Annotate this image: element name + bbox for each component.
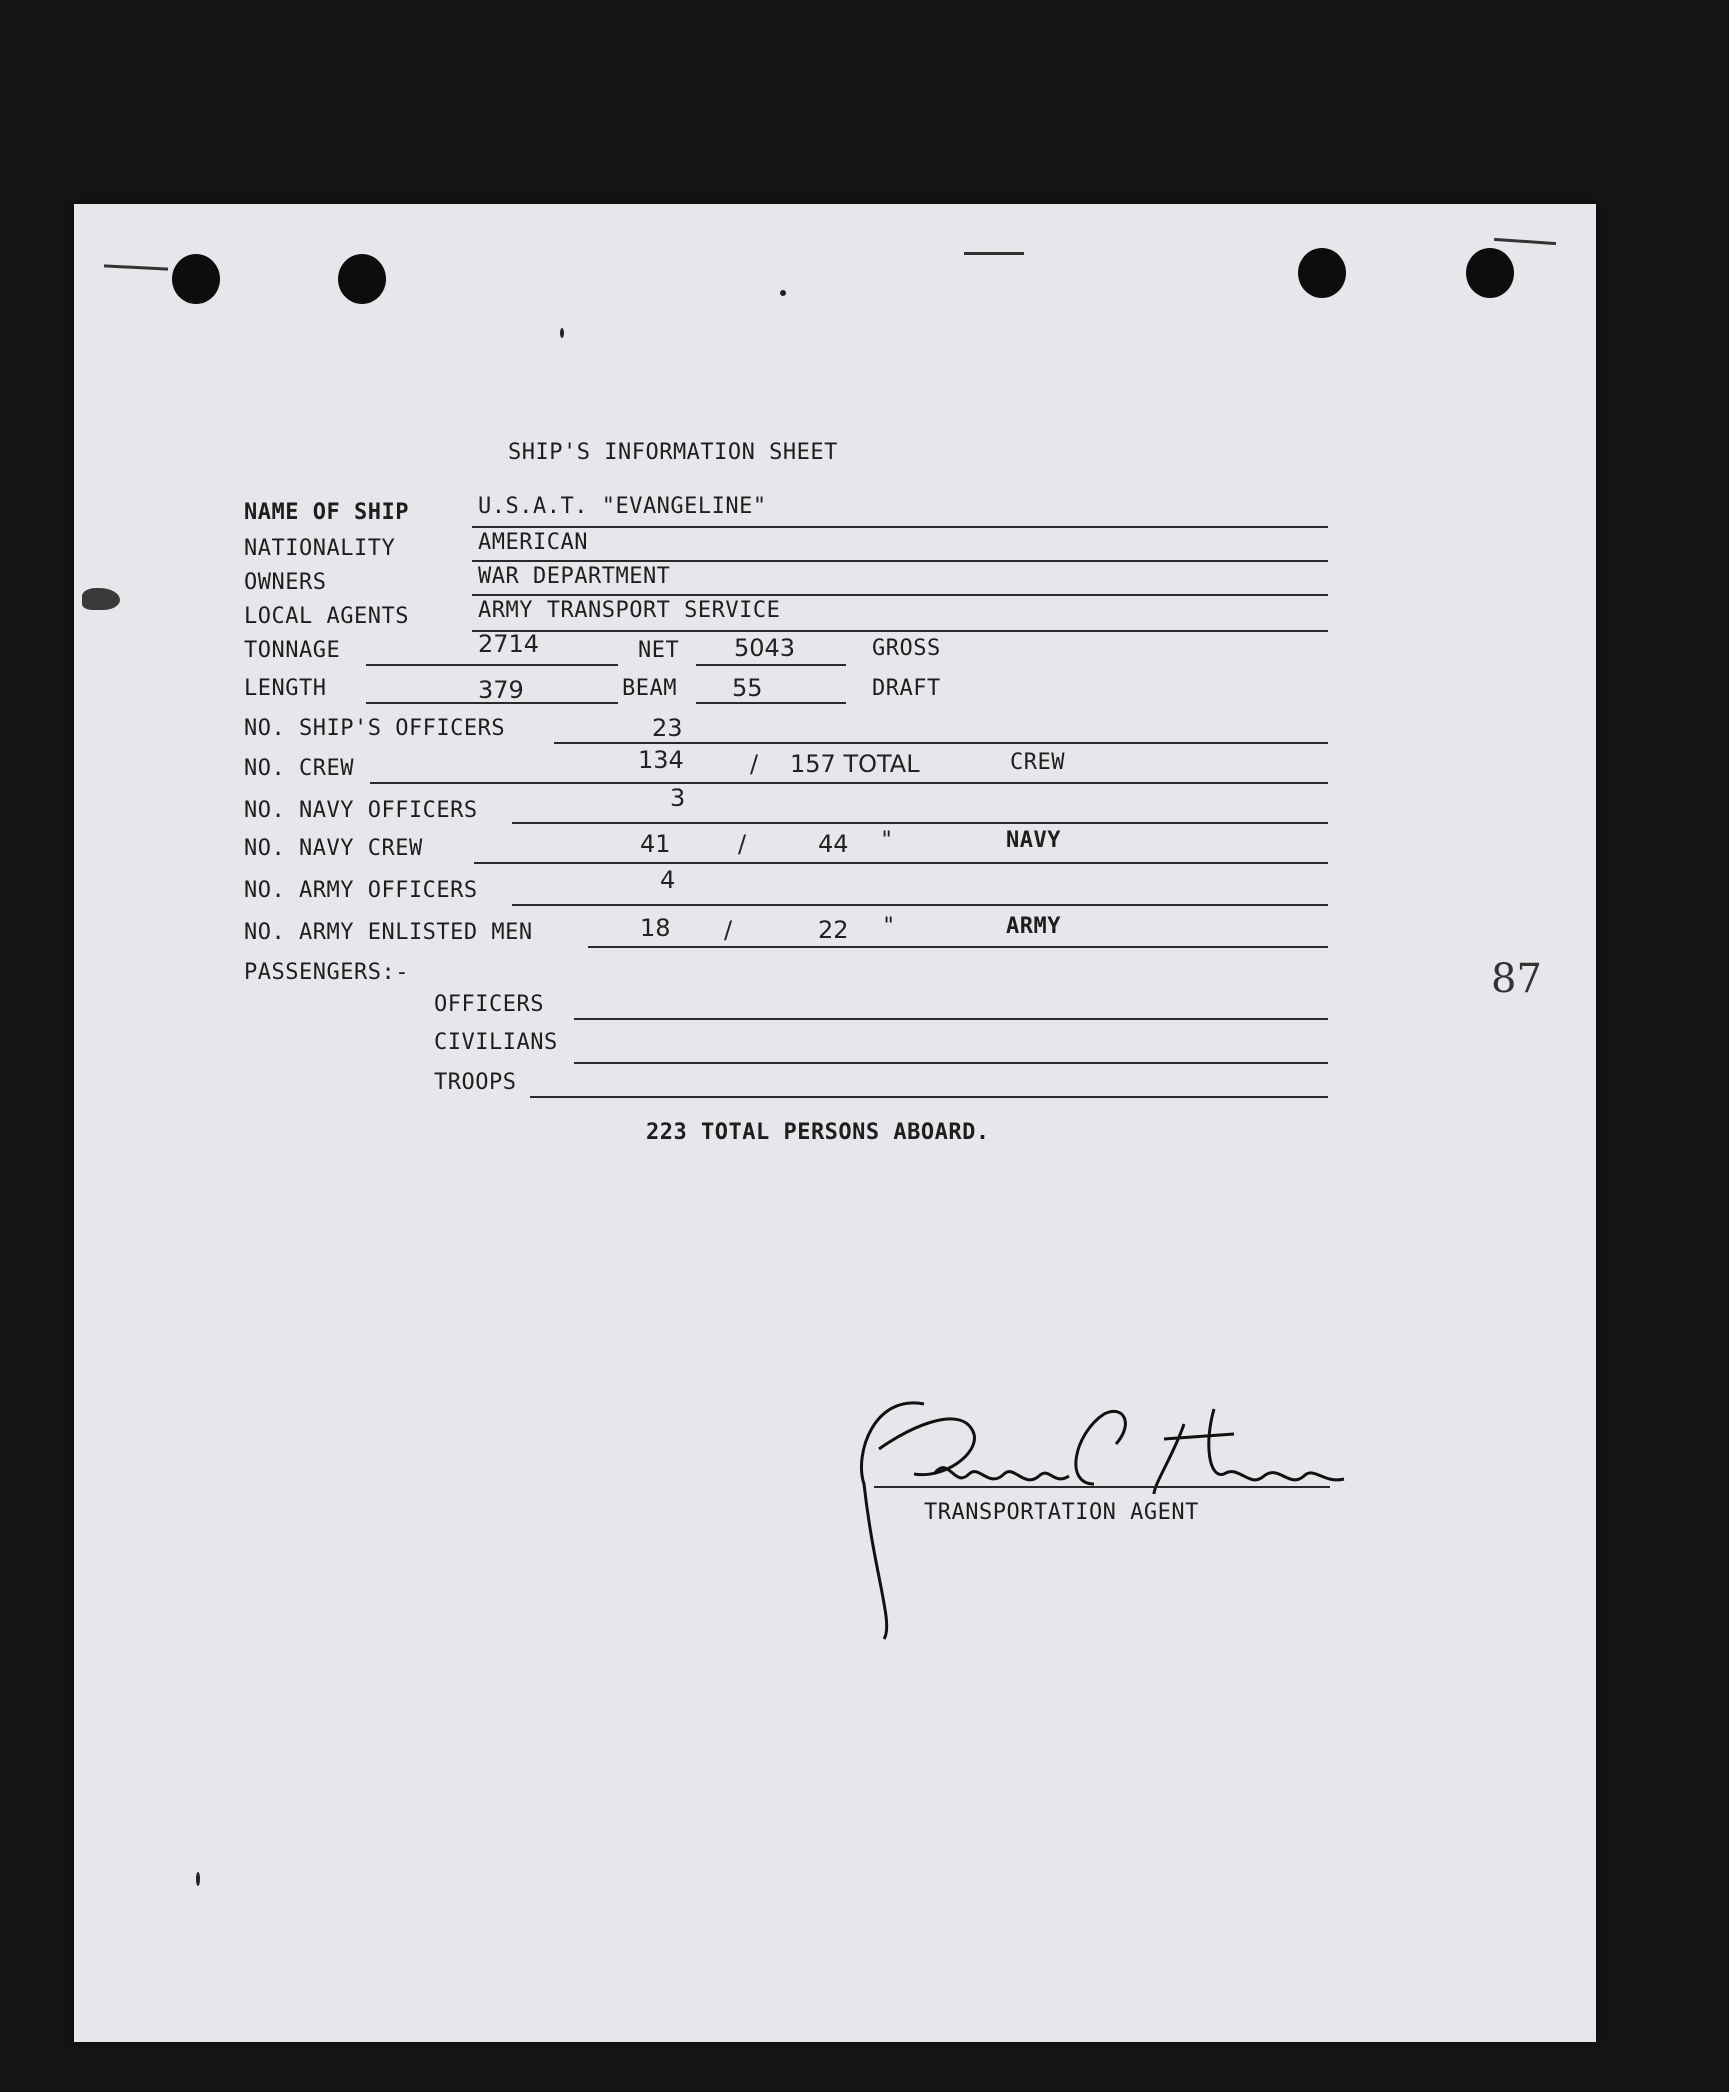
label-nationality: NATIONALITY — [244, 536, 396, 561]
document-title: SHIP'S INFORMATION SHEET — [508, 440, 838, 465]
value-tonnage-gross: 5043 — [734, 634, 796, 662]
navy-total-label: NAVY — [1006, 828, 1061, 853]
punch-hole — [172, 254, 220, 304]
army-total-label: ARMY — [1006, 914, 1061, 939]
signature-line — [874, 1486, 1330, 1488]
value-length: 379 — [478, 676, 524, 704]
value-name-of-ship: U.S.A.T. "EVANGELINE" — [478, 494, 767, 519]
punch-hole — [1298, 248, 1346, 298]
navy-slash: / — [738, 830, 747, 858]
punch-hole — [338, 254, 386, 304]
underline — [554, 742, 1328, 744]
value-army-enlisted: 18 — [640, 914, 671, 942]
ink-speck — [82, 588, 120, 610]
underline — [574, 1062, 1328, 1064]
underline — [472, 560, 1328, 562]
label-tonnage: TONNAGE — [244, 638, 341, 663]
value-crew-total: 157 TOTAL — [790, 750, 920, 778]
underline — [696, 702, 846, 704]
value-beam: 55 — [732, 674, 763, 702]
label-name-of-ship: NAME OF SHIP — [244, 500, 409, 525]
label-transportation-agent: TRANSPORTATION AGENT — [924, 1500, 1199, 1525]
label-gross: GROSS — [872, 636, 941, 661]
navy-ditto: " — [880, 828, 894, 853]
army-slash: / — [724, 916, 733, 944]
label-army-enlisted: NO. ARMY ENLISTED MEN — [244, 920, 533, 945]
document-page — [74, 204, 1596, 2042]
underline — [366, 664, 618, 666]
value-crew: 134 — [638, 746, 684, 774]
ink-speck — [780, 290, 786, 296]
underline — [696, 664, 846, 666]
label-ships-officers: NO. SHIP'S OFFICERS — [244, 716, 506, 741]
underline — [474, 862, 1328, 864]
value-tonnage-net: 2714 — [478, 630, 540, 658]
value-army-officers: 4 — [660, 866, 676, 894]
underline — [588, 946, 1328, 948]
value-navy-crew: 41 — [640, 830, 671, 858]
page-number: 87 — [1491, 956, 1542, 1002]
label-pass-officers: OFFICERS — [434, 992, 544, 1017]
ink-mark — [1494, 238, 1556, 245]
value-local-agents: ARMY TRANSPORT SERVICE — [478, 598, 781, 623]
label-passengers: PASSENGERS:- — [244, 960, 409, 985]
label-local-agents: LOCAL AGENTS — [244, 604, 409, 629]
label-draft: DRAFT — [872, 676, 941, 701]
label-crew: NO. CREW — [244, 756, 354, 781]
punch-hole — [1466, 248, 1514, 298]
label-pass-troops: TROOPS — [434, 1070, 517, 1095]
label-beam: BEAM — [622, 676, 677, 701]
value-ships-officers: 23 — [652, 714, 683, 742]
underline — [370, 782, 1328, 784]
underline — [472, 594, 1328, 596]
label-length: LENGTH — [244, 676, 327, 701]
crew-slash: / — [750, 750, 759, 778]
ink-speck — [560, 328, 564, 338]
underline — [512, 904, 1328, 906]
value-nationality: AMERICAN — [478, 530, 588, 555]
value-navy-officers: 3 — [670, 784, 686, 812]
underline — [472, 630, 1328, 632]
underline — [512, 822, 1328, 824]
label-pass-civilians: CIVILIANS — [434, 1030, 558, 1055]
crew-total-label: CREW — [1010, 750, 1065, 775]
label-net: NET — [638, 638, 680, 663]
label-navy-officers: NO. NAVY OFFICERS — [244, 798, 478, 823]
label-navy-crew: NO. NAVY CREW — [244, 836, 423, 861]
total-persons-aboard: 223 TOTAL PERSONS ABOARD. — [646, 1120, 990, 1145]
underline — [472, 526, 1328, 528]
value-navy-total: 44 — [818, 830, 849, 858]
underline — [574, 1018, 1328, 1020]
underline — [530, 1096, 1328, 1098]
label-army-officers: NO. ARMY OFFICERS — [244, 878, 478, 903]
value-army-total: 22 — [818, 916, 849, 944]
ink-speck — [196, 1872, 200, 1886]
ink-mark — [104, 264, 168, 270]
label-owners: OWNERS — [244, 570, 327, 595]
army-ditto: " — [882, 914, 896, 939]
ink-mark — [964, 252, 1024, 255]
value-owners: WAR DEPARTMENT — [478, 564, 671, 589]
